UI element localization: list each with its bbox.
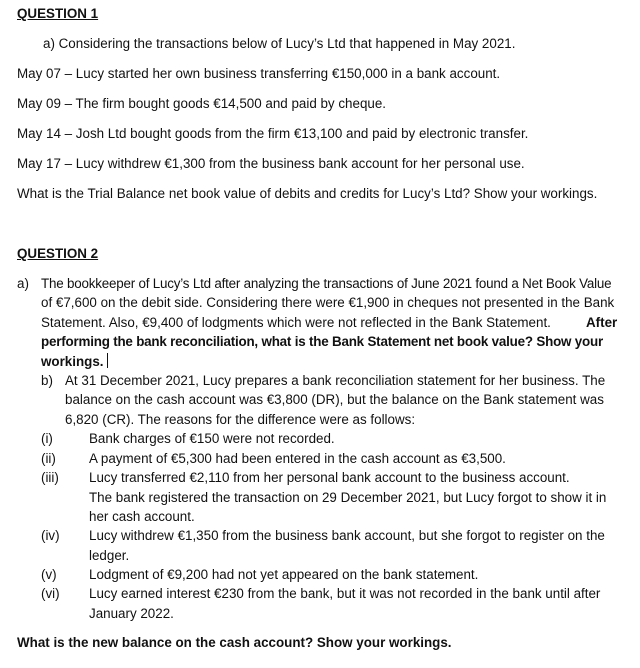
item-line: Lodgment of €9,200 had not yet appeared on the bank statement. [89,567,479,582]
q2-b-line: 6,820 (CR). The reasons for the difference were as follows: [65,412,416,427]
q2-a-last-line [41,352,108,372]
item-number: (v) [41,567,57,582]
q1-transaction: May 17 – Lucy withdrew €1,300 from the business bank account for her personal use. [17,156,525,171]
item-line: January 2022. [89,606,174,621]
item-line: her cash account. [89,509,195,524]
question-2-heading: QUESTION 2 [17,246,99,261]
q2-a-bold-text: After [586,315,618,330]
item-number: (iii) [41,470,59,485]
q2-a-bold-text: workings. [41,354,104,369]
question-1-heading: QUESTION 1 [17,6,99,21]
q2-a-line: The bookkeeper of Lucy’s Ltd after analyzing the transactions of June 2021 found a Net Book Value [41,276,612,291]
q2-b-label: b) [41,373,53,388]
item-line: Lucy earned interest €230 from the bank, but it was not recorded in the bank until after [89,586,601,601]
item-line: Lucy transferred €2,110 from her personal bank account to the business account. [89,470,570,485]
item-line: Bank charges of €150 were not recorded. [89,431,335,446]
q2-a-line: Statement. Also, €9,400 of lodgments which were not reflected in the Bank Statement. [41,315,551,330]
item-line: Lucy withdrew €1,350 from the business bank account, but she forgot to register on the [89,528,605,543]
item-number: (vi) [41,586,60,601]
q2-a-line: of €7,600 on the debit side. Considering there were €1,900 in cheques not presented in the Bank [41,295,615,310]
q2-b-line: At 31 December 2021, Lucy prepares a bank reconciliation statement for her business. The [65,373,606,388]
item-number: (iv) [41,528,60,543]
q2-a-label: a) [17,276,29,291]
item-line: A payment of €5,300 had been entered in the cash account as €3,500. [89,451,506,466]
q2-final-question: What is the new balance on the cash account? Show your workings. [17,635,452,650]
q2-a-bold-text: performing the bank reconciliation, what is the Bank Statement net book value? Show your [41,334,604,349]
text-cursor [107,353,108,368]
q1-transaction: May 09 – The firm bought goods €14,500 and paid by cheque. [17,96,387,111]
item-line: ledger. [89,548,130,563]
q1-question: What is the Trial Balance net book value of debits and credits for Lucy’s Ltd? Show your workings. [17,186,598,201]
item-number: (ii) [41,451,56,466]
q1-transaction: May 14 – Josh Ltd bought goods from the firm €13,100 and paid by electronic transfer. [17,126,529,141]
q2-b-line: balance on the cash account was €3,800 (DR), but the balance on the Bank statement was [65,392,604,407]
item-number: (i) [41,431,53,446]
q1-transaction: May 07 – Lucy started her own business transferring €150,000 in a bank account. [17,66,501,81]
q1-part-a: a) Considering the transactions below of Lucy’s Ltd that happened in May 2021. [43,36,516,51]
item-line: The bank registered the transaction on 29 December 2021, but Lucy forgot to show it in [89,490,607,505]
